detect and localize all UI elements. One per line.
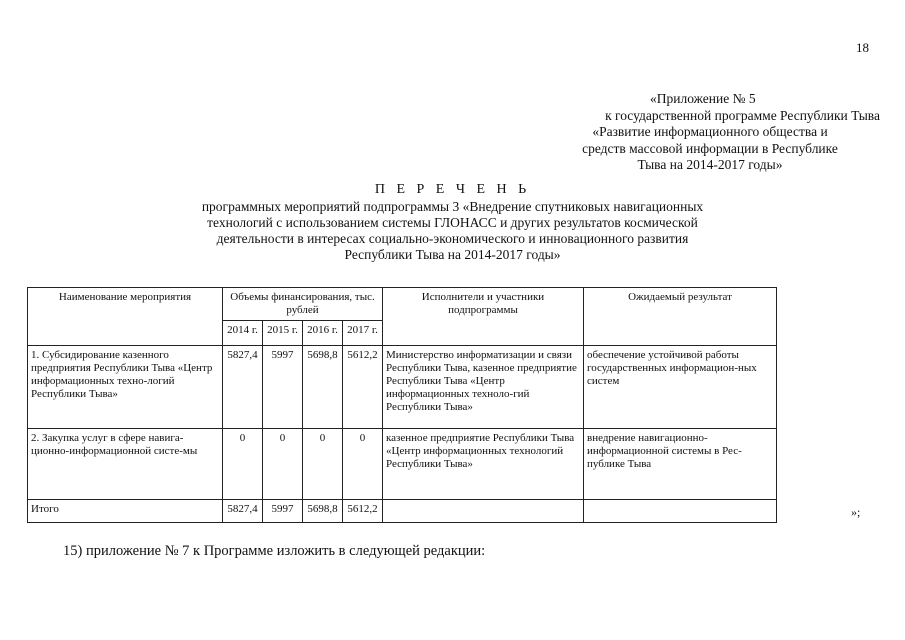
row-name: 1. Субсидирование казенного предприятия Республики Тыва «Центр информационных техно-логий Республики Тыва» [28, 346, 223, 429]
row-value: 0 [263, 429, 303, 500]
row-value: 0 [303, 429, 343, 500]
activities-table [27, 287, 777, 523]
header-funding: Объемы финансирования, тыс. рублей [223, 288, 383, 321]
header-result: Ожидаемый результат [584, 288, 777, 346]
document-title [140, 182, 765, 263]
header-name: Наименование мероприятия [28, 288, 223, 346]
total-executors [383, 500, 584, 523]
row-value: 5612,2 [343, 346, 383, 429]
appendix-line: «Развитие информационного общества и [592, 124, 828, 139]
title-heading: П Е Р Е Ч Е Н Ь [374, 182, 531, 197]
total-value: 5827,4 [223, 500, 263, 523]
table-header-row [28, 288, 777, 321]
row-executors: Министерство информатизации и связи Республики Тыва, казенное предприятие Республики Тыва «Центр информационных техноло-гий Республики Тыва» [383, 346, 584, 429]
row-name: 2. Закупка услуг в сфере навига-ционно-информационной систе-мы [28, 429, 223, 500]
page-number: 18 [856, 40, 869, 55]
table-row [28, 346, 777, 429]
table-row [28, 429, 777, 500]
row-executors: казенное предприятие Республики Тыва «Центр информационных технологий Республики Тыва» [383, 429, 584, 500]
row-value: 5698,8 [303, 346, 343, 429]
row-result: обеспечение устойчивой работы государственных информацион-ных систем [584, 346, 777, 429]
total-value: 5698,8 [303, 500, 343, 523]
appendix-line: средств массовой информации в Республике [582, 140, 838, 156]
row-value: 0 [223, 429, 263, 500]
table-total-row [28, 500, 777, 523]
title-line: деятельности в интересах социально-экономического и инновационного развития [216, 231, 689, 246]
appendix-line: «Приложение № 5 [650, 91, 756, 106]
header-executors: Исполнители и участники подпрограммы [383, 288, 584, 346]
row-value: 5997 [263, 346, 303, 429]
header-year: 2016 г. [303, 321, 343, 346]
header-year: 2014 г. [223, 321, 263, 346]
appendix-reference [540, 91, 880, 174]
total-name: Итого [28, 500, 223, 523]
row-value: 5827,4 [223, 346, 263, 429]
title-line: программных мероприятий подпрограммы 3 «Внедрение спутниковых навигационных [201, 199, 704, 214]
title-line: технологий с использованием системы ГЛОНАСС и других результатов космической [207, 215, 698, 230]
row-result: внедрение навигационно-информационной системы в Рес-публике Тыва [584, 429, 777, 500]
closing-quote-mark: »; [851, 505, 861, 519]
appendix-line: к государственной программе Республики Тыва [605, 107, 880, 123]
header-year: 2015 г. [263, 321, 303, 346]
appendix-line: Тыва на 2014-2017 годы» [637, 157, 783, 172]
title-line: Республики Тыва на 2014-2017 годы» [344, 247, 561, 262]
header-year: 2017 г. [343, 321, 383, 346]
total-value: 5612,2 [343, 500, 383, 523]
total-value: 5997 [263, 500, 303, 523]
total-result [584, 500, 777, 523]
amendment-note: 15) приложение № 7 к Программе изложить в следующей редакции: [63, 543, 486, 559]
row-value: 0 [343, 429, 383, 500]
